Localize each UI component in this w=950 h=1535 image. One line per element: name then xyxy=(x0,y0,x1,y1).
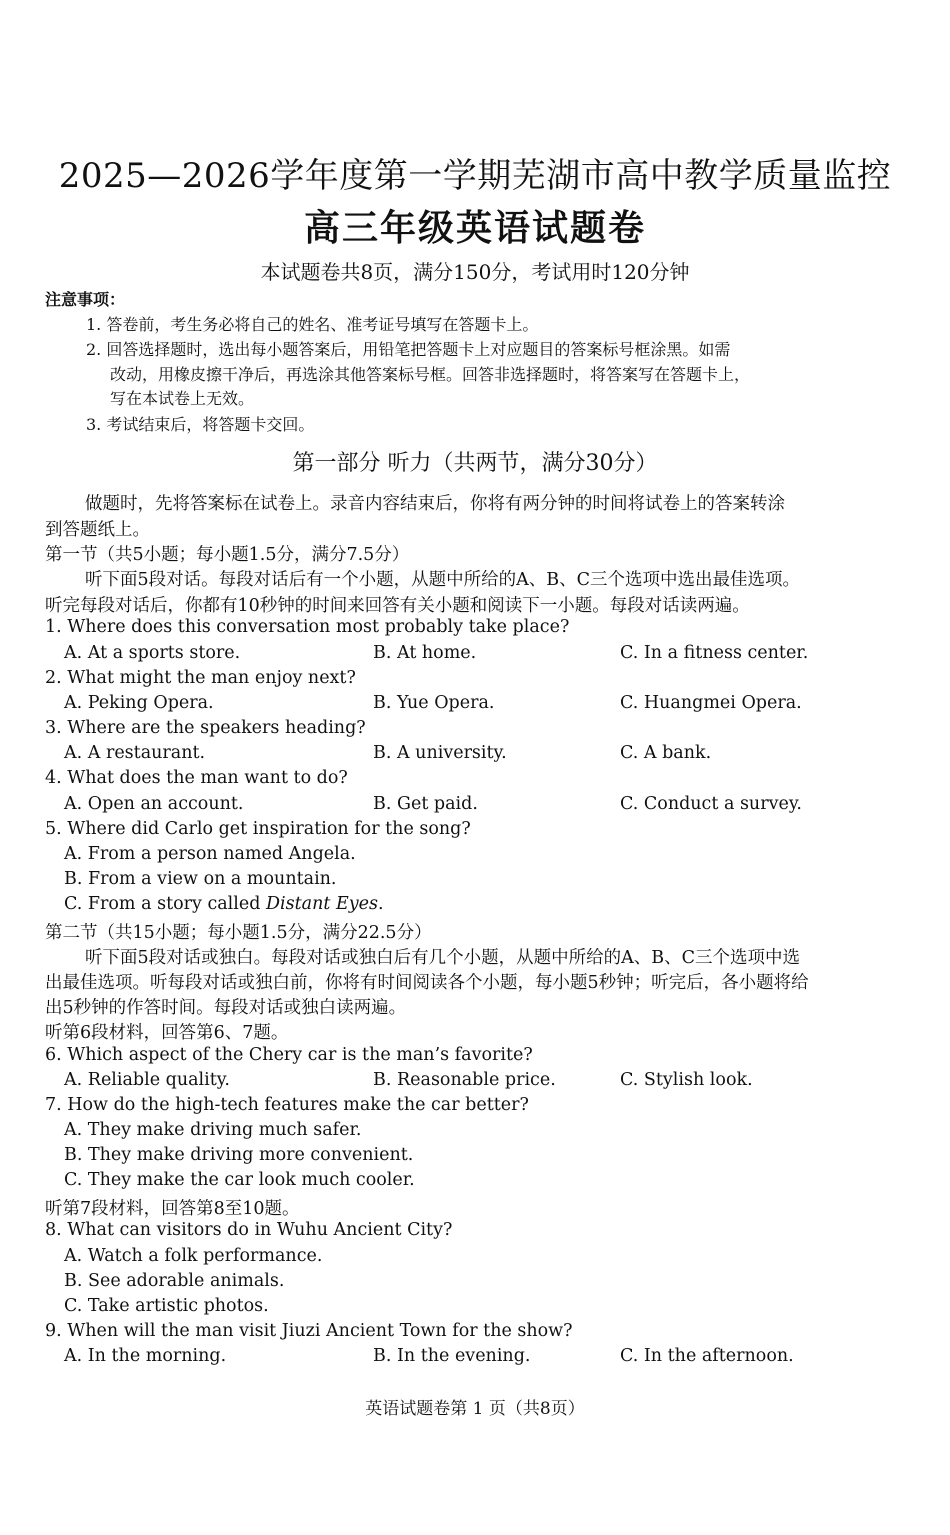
q5-option-c-title: Distant Eyes xyxy=(266,894,378,914)
q2-option-b: B. Yue Opera. xyxy=(373,693,495,713)
part1-title: 第一部分 听力（共两节，满分30分） xyxy=(292,451,658,476)
material-6-instruction: 听第6段材料，回答第6、7题。 xyxy=(45,1023,289,1043)
page-footer: 英语试题卷第 1 页（共8页） xyxy=(365,1399,585,1419)
section2-heading: 第二节（共15小题；每小题1.5分，满分22.5分） xyxy=(45,923,432,943)
notice-item-2-line-2: 改动，用橡皮擦干净后，再选涂其他答案标号框。回答非选择题时，将答案写在答题卡上， xyxy=(110,365,751,384)
q7-option-b: B. They make driving more convenient. xyxy=(64,1145,414,1165)
notice-heading: 注意事项： xyxy=(45,290,126,309)
question-6: 6. Which aspect of the Chery car is the man’s favorite? xyxy=(45,1045,533,1065)
q6-option-c: C. Stylish look. xyxy=(620,1070,753,1090)
q5-option-c-suffix: . xyxy=(377,894,384,914)
exam-title: 2025—2026学年度第一学期芜湖市高中教学质量监控 xyxy=(58,156,892,196)
material-7-instruction: 听第7段材料，回答第8至10题。 xyxy=(45,1199,300,1219)
q5-option-c xyxy=(64,894,384,914)
q4-option-a: A. Open an account. xyxy=(64,794,244,814)
question-7: 7. How do the high-tech features make the car better? xyxy=(45,1095,529,1115)
section2-intro-line-3: 出5秒钟的作答时间。每段对话或独白读两遍。 xyxy=(45,998,407,1018)
section2-intro-line-1: 听下面5段对话或独白。每段对话或独白后有几个小题，从题中所给的A、B、C三个选项中选 xyxy=(85,948,801,968)
section1-intro-line-1: 听下面5段对话。每段对话后有一个小题，从题中所给的A、B、C三个选项中选出最佳选项。 xyxy=(85,570,801,590)
question-4: 4. What does the man want to do? xyxy=(45,768,348,788)
notice-item-1: 1. 答卷前，考生务必将自己的姓名、准考证号填写在答题卡上。 xyxy=(86,315,539,334)
q7-option-a: A. They make driving much safer. xyxy=(64,1120,362,1140)
question-8: 8. What can visitors do in Wuhu Ancient City? xyxy=(45,1220,453,1240)
question-9: 9. When will the man visit Jiuzi Ancient Town for the show? xyxy=(45,1321,573,1341)
q5-option-b: B. From a view on a mountain. xyxy=(64,869,337,889)
q8-option-a: A. Watch a folk performance. xyxy=(64,1246,323,1266)
q5-option-c-prefix: C. From a story called xyxy=(64,894,267,914)
q3-option-b: B. A university. xyxy=(373,743,507,763)
question-3: 3. Where are the speakers heading? xyxy=(45,718,366,738)
q5-option-a: A. From a person named Angela. xyxy=(64,844,356,864)
notice-item-2-line-3: 写在本试卷上无效。 xyxy=(110,389,255,408)
q4-option-b: B. Get paid. xyxy=(373,794,478,814)
q1-option-a: A. At a sports store. xyxy=(64,643,241,663)
q6-option-b: B. Reasonable price. xyxy=(373,1070,556,1090)
q9-option-c: C. In the afternoon. xyxy=(620,1346,794,1366)
q9-option-a: A. In the morning. xyxy=(64,1346,227,1366)
q6-option-a: A. Reliable quality. xyxy=(64,1070,230,1090)
q8-option-b: B. See adorable animals. xyxy=(64,1271,285,1291)
part1-intro-line-1: 做题时，先将答案标在试卷上。录音内容结束后，你将有两分钟的时间将试卷上的答案转涂 xyxy=(85,494,785,514)
section2-intro-line-2: 出最佳选项。听每段对话或独白前，你将有时间阅读各个小题，每小题5秒钟；听完后，各小题将给 xyxy=(45,973,809,993)
q3-option-c: C. A bank. xyxy=(620,743,712,763)
exam-info: 本试题卷共8页，满分150分，考试用时120分钟 xyxy=(260,260,690,284)
exam-subtitle: 高三年级英语试题卷 xyxy=(303,208,646,249)
notice-item-3: 3. 考试结束后，将答题卡交回。 xyxy=(86,415,315,434)
section1-heading: 第一节（共5小题；每小题1.5分，满分7.5分） xyxy=(45,545,410,565)
q2-option-a: A. Peking Opera. xyxy=(64,693,214,713)
q8-option-c: C. Take artistic photos. xyxy=(64,1296,269,1316)
q7-option-c: C. They make the car look much cooler. xyxy=(64,1170,415,1190)
q9-option-b: B. In the evening. xyxy=(373,1346,531,1366)
q1-option-b: B. At home. xyxy=(373,643,477,663)
part1-intro-line-2: 到答题纸上。 xyxy=(45,520,150,540)
section1-intro-line-2: 听完每段对话后，你都有10秒钟的时间来回答有关小题和阅读下一小题。每段对话读两遍。 xyxy=(45,596,750,616)
question-1: 1. Where does this conversation most probably take place? xyxy=(45,617,570,637)
q1-option-c: C. In a fitness center. xyxy=(620,643,809,663)
q4-option-c: C. Conduct a survey. xyxy=(620,794,802,814)
notice-item-2-line-1: 2. 回答选择题时，选出每小题答案后，用铅笔把答题卡上对应题目的答案标号框涂黑。如需 xyxy=(86,340,731,359)
question-2: 2. What might the man enjoy next? xyxy=(45,668,356,688)
q2-option-c: C. Huangmei Opera. xyxy=(620,693,802,713)
q3-option-a: A. A restaurant. xyxy=(64,743,206,763)
question-5: 5. Where did Carlo get inspiration for the song? xyxy=(45,819,471,839)
